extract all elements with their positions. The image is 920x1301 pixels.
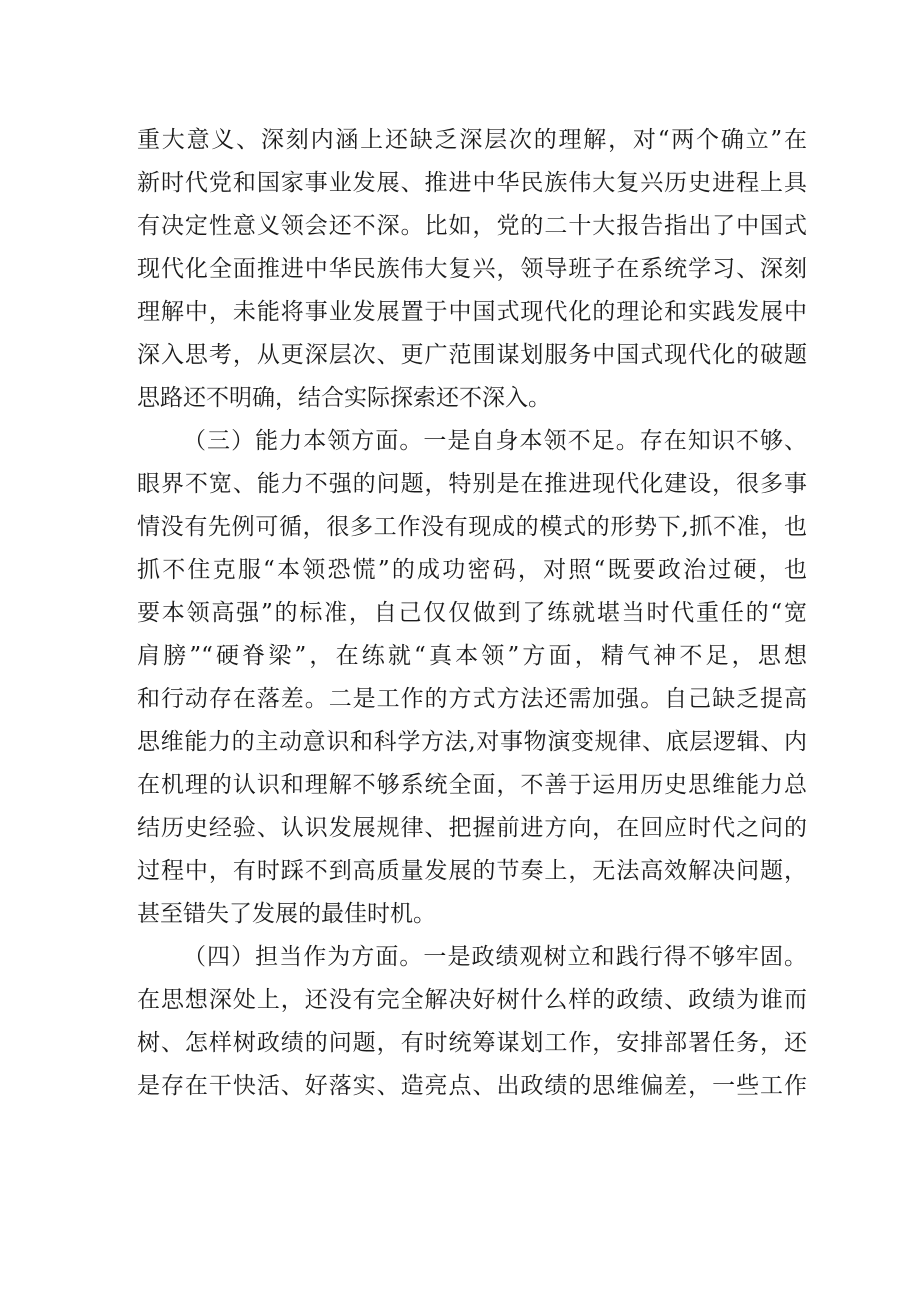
text-line: 和行动存在落差。二是工作的方式方法还需加强。自己缺乏提高 [137,686,807,712]
text-line: 思路还不明确，结合实际探索还不深入。 [137,385,551,411]
section-heading-line: （三）能力本领方面。一是自身本领不足。存在知识不够、 [183,428,807,454]
text-line: 有决定性意义领会还不深。比如，党的二十大报告指出了中国式 [137,213,807,239]
text-line: 在思想深处上，还没有完全解决好树什么样的政绩、政绩为谁而 [137,987,807,1013]
section-heading-line: （四）担当作为方面。一是政绩观树立和践行得不够牢固。 [183,944,807,970]
text-line: 抓不住克服“本领恐慌”的成功密码，对照“既要政治过硬，也 [137,557,807,583]
text-line: 情没有先例可循，很多工作没有现成的模式的形势下,抓不准，也 [137,514,807,540]
text-line: 肩膀”“硬脊梁”，在练就“真本领”方面，精气神不足，思想 [137,643,807,669]
text-line: 现代化全面推进中华民族伟大复兴，领导班子在系统学习、深刻 [137,256,807,282]
text-line: 在机理的认识和理解不够系统全面，不善于运用历史思维能力总 [137,772,807,798]
text-line: 眼界不宽、能力不强的问题，特别是在推进现代化建设，很多事 [137,471,807,497]
text-line: 甚至错失了发展的最佳时机。 [137,901,436,927]
text-line: 新时代党和国家事业发展、推进中华民族伟大复兴历史进程上具 [137,170,807,196]
text-line: 过程中，有时踩不到高质量发展的节奏上，无法高效解决问题， [137,858,807,884]
text-line: 树、怎样树政绩的问题，有时统筹谋划工作，安排部署任务，还 [137,1030,807,1056]
text-line: 要本领高强”的标准，自己仅仅做到了练就堪当时代重任的“宽 [137,600,807,626]
text-line: 重大意义、深刻内涵上还缺乏深层次的理解，对“两个确立”在 [137,127,807,153]
text-line: 理解中，未能将事业发展置于中国式现代化的理论和实践发展中 [137,299,807,325]
text-line: 深入思考，从更深层次、更广范围谋划服务中国式现代化的破题 [137,342,807,368]
text-line: 是存在干快活、好落实、造亮点、出政绩的思维偏差，一些工作 [137,1073,807,1099]
text-line: 结历史经验、认识发展规律、把握前进方向，在回应时代之问的 [137,815,807,841]
text-line: 思维能力的主动意识和科学方法,对事物演变规律、底层逻辑、内 [137,729,807,755]
